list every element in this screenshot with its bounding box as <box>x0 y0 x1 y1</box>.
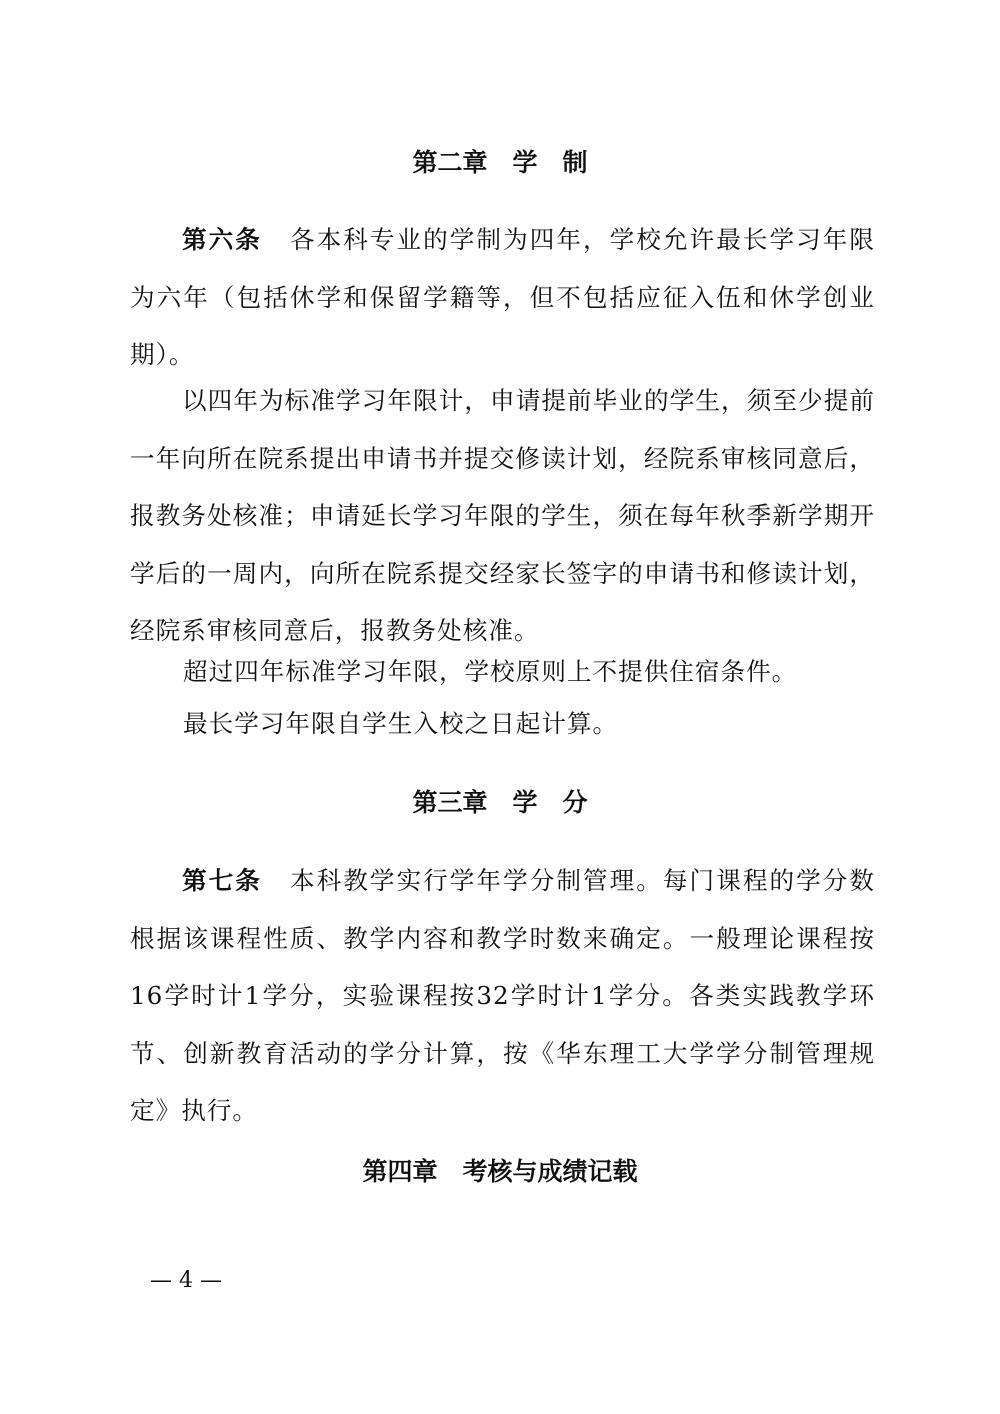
max-study-period-paragraph: 最长学习年限自学生入校之日起计算。 <box>183 709 619 738</box>
article-6-paragraph <box>130 211 875 384</box>
article-7-text: 本科教学实行学年学分制管理。每门课程的学分数根据该课程性质、教学内容和教学时数来确定。一般理论课程按16学时计1学分，实验课程按32学时计1学分。各类实践教学环节、创新教育活动的学分计算，按《华东理工大学学分制管理规定》执行。 <box>130 866 875 1125</box>
article-7-label: 第七条 <box>182 866 262 895</box>
article-6-label: 第六条 <box>182 225 262 254</box>
chapter-2-heading: 第二章 学 制 <box>412 148 588 177</box>
chapter-4-heading: 第四章 考核与成绩记载 <box>362 1157 638 1186</box>
article-7-paragraph <box>130 852 875 1140</box>
early-graduation-paragraph: 以四年为标准学习年限计，申请提前毕业的学生，须至少提前一年向所在院系提出申请书并提交修读计划，经院系审核同意后，报教务处核准；申请延长学习年限的学生，须在每年秋季新学期开学后的一周内，向所在院系提交经家长签字的申请书和修读计划，经院系审核同意后，报教务处核准。 <box>130 386 875 645</box>
page-number: — 4 — <box>150 1268 222 1293</box>
housing-paragraph: 超过四年标准学习年限，学校原则上不提供住宿条件。 <box>183 657 798 686</box>
chapter-3-heading: 第三章 学 分 <box>412 788 588 817</box>
article-6-text: 各本科专业的学制为四年，学校允许最长学习年限为六年（包括休学和保留学籍等，但不包括应征入伍和休学创业期）。 <box>130 225 875 369</box>
